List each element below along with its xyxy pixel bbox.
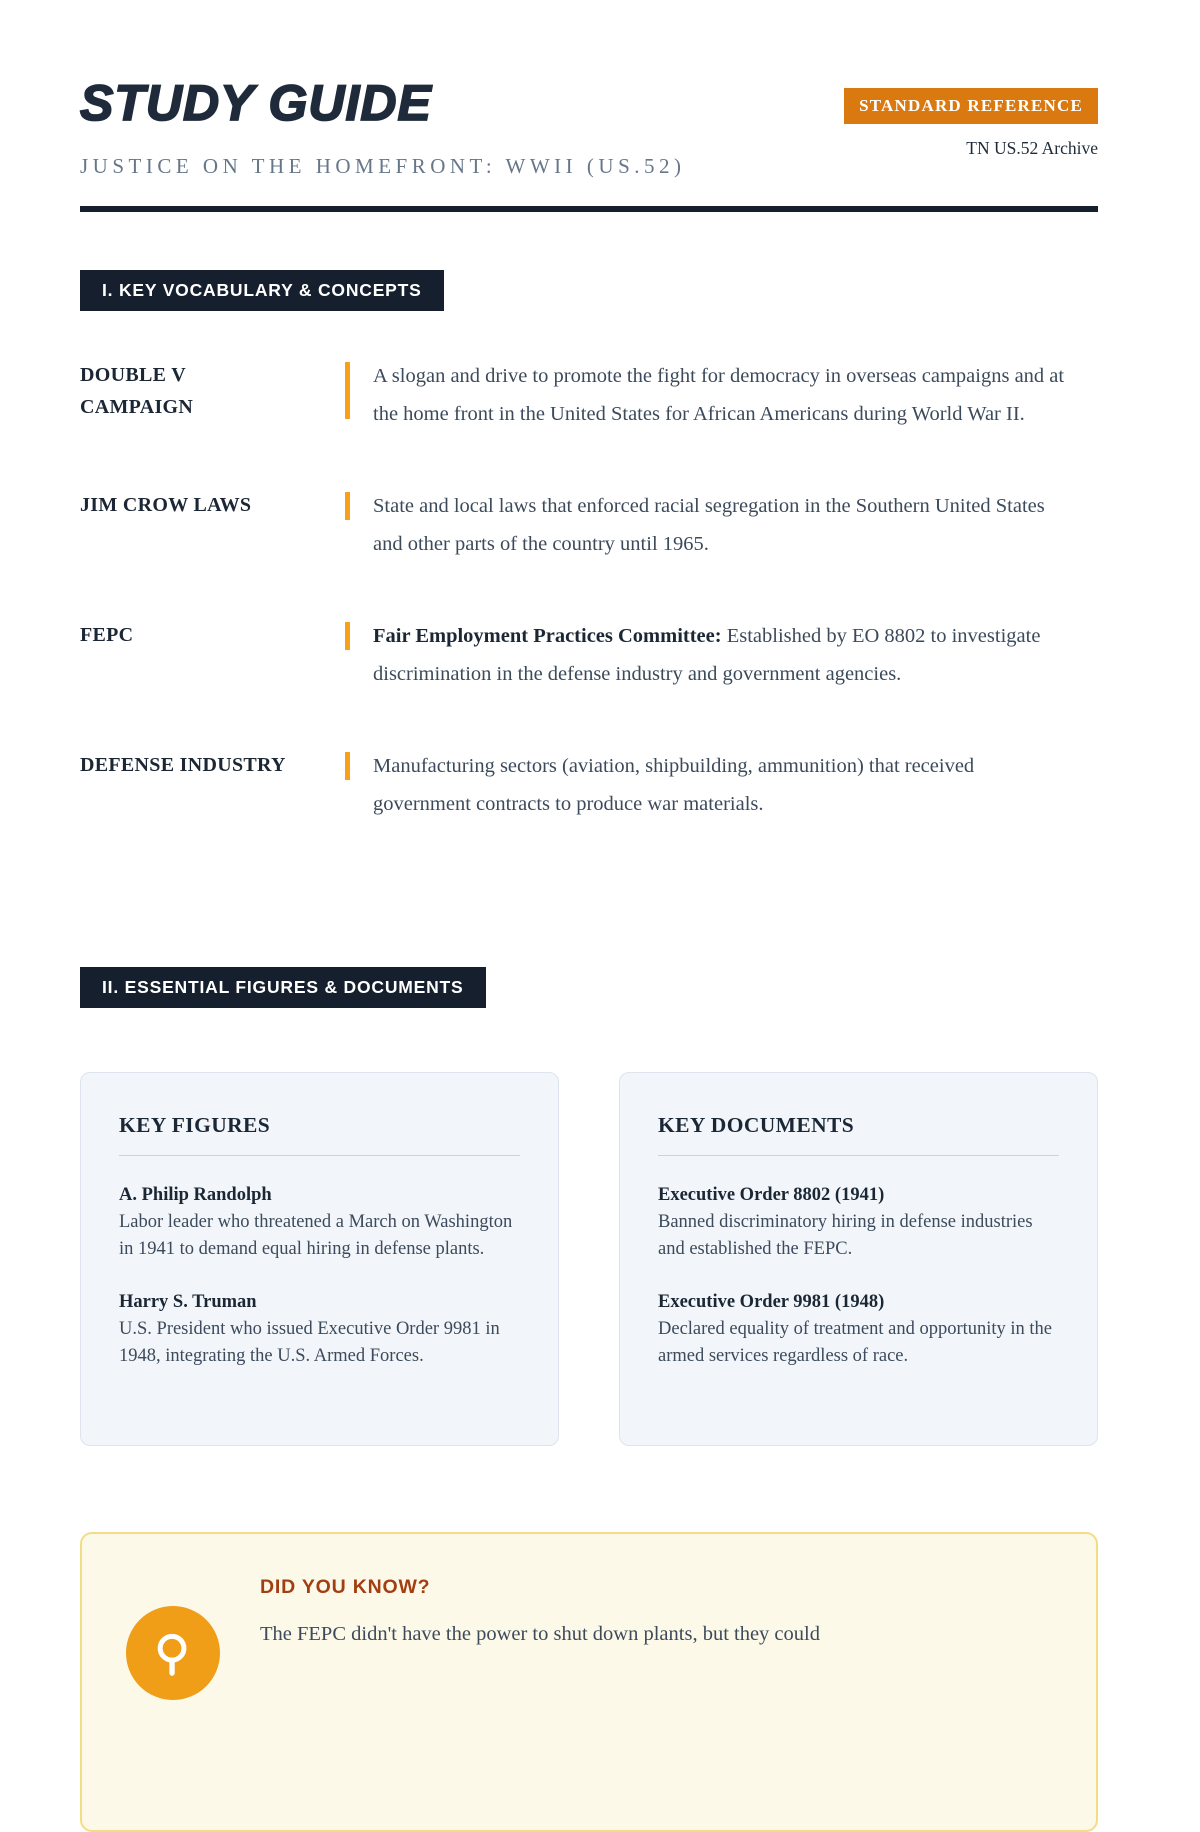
section-heading-vocabulary: I. KEY VOCABULARY & CONCEPTS (80, 270, 444, 311)
card-entry (119, 1182, 520, 1263)
card-entry (658, 1182, 1059, 1263)
card-entry (119, 1289, 520, 1370)
accent-bar (345, 362, 350, 419)
key-figures-card (80, 1072, 559, 1446)
callout-body (260, 1576, 820, 1653)
term-definition (373, 357, 1068, 433)
page-subtitle: JUSTICE ON THE HOMEFRONT: WWII (US.52) (80, 154, 686, 178)
header-right (844, 78, 1098, 159)
accent-bar (345, 752, 350, 780)
entry-description: U.S. President who issued Executive Order 9981 in 1948, integrating the U.S. Armed Forces. (119, 1319, 500, 1366)
entry-description: Labor leader who threatened a March on Washington in 1941 to demand equal hiring in defense plants. (119, 1212, 513, 1259)
term-row (80, 487, 1098, 563)
entry-name: Executive Order 8802 (1941) (658, 1185, 885, 1205)
key-documents-card (619, 1072, 1098, 1446)
standard-reference-badge: STANDARD REFERENCE (844, 88, 1098, 124)
definition-text: State and local laws that enforced racial segregation in the Southern United States and other parts of the country until 1965. (373, 495, 1045, 555)
page-header (80, 75, 1098, 179)
term-definition (373, 617, 1068, 693)
term-definition (373, 747, 1068, 823)
card-entry (658, 1289, 1059, 1370)
term-row (80, 357, 1098, 433)
card-title: KEY DOCUMENTS (658, 1113, 1059, 1156)
section-heading-figures: II. ESSENTIAL FIGURES & DOCUMENTS (80, 967, 486, 1008)
term-row (80, 617, 1098, 693)
term-row (80, 747, 1098, 823)
header-left (80, 75, 686, 179)
vocabulary-list (80, 357, 1098, 823)
term-definition (373, 487, 1068, 563)
did-you-know-callout (80, 1532, 1098, 1832)
definition-text: Manufacturing sectors (aviation, shipbuilding, ammunition) that received government contracts to produce war materials. (373, 755, 975, 815)
entry-description: Declared equality of treatment and opportunity in the armed services regardless of race. (658, 1319, 1053, 1366)
page-title: STUDY GUIDE (80, 75, 432, 131)
callout-title: DID YOU KNOW? (260, 1576, 431, 1598)
entry-name: Harry S. Truman (119, 1292, 257, 1312)
term-label: FEPC (80, 624, 134, 646)
definition-text: A slogan and drive to promote the fight for democracy in overseas campaigns and at the home front in the United States for African Americans during World War II. (373, 365, 1065, 425)
entry-description: Banned discriminatory hiring in defense industries and established the FEPC. (658, 1212, 1033, 1259)
archive-note: TN US.52 Archive (966, 138, 1098, 158)
magnifier-icon (126, 1606, 220, 1700)
entry-name: Executive Order 9981 (1948) (658, 1292, 885, 1312)
definition-text: Established by EO 8802 to investigate discrimination in the defense industry and government agencies. (373, 625, 1041, 685)
term-label: DEFENSE INDUSTRY (80, 754, 286, 776)
figures-documents-cards (80, 1072, 1098, 1446)
accent-bar (345, 622, 350, 650)
entry-name: A. Philip Randolph (119, 1185, 272, 1205)
term-label: JIM CROW LAWS (80, 494, 252, 516)
accent-bar (345, 492, 350, 520)
callout-text: The FEPC didn't have the power to shut down plants, but they could (260, 1623, 820, 1645)
definition-lead: Fair Employment Practices Committee: (373, 625, 727, 647)
card-title: KEY FIGURES (119, 1113, 520, 1156)
term-label: DOUBLE V CAMPAIGN (80, 364, 194, 418)
